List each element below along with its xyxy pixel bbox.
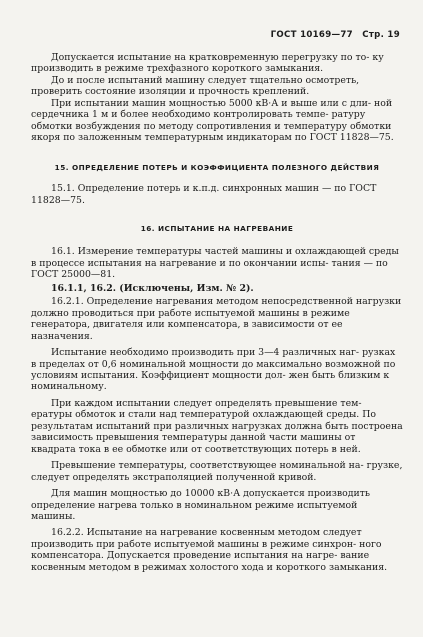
excluded-note: 16.1.1, 16.2. (Исключены, Изм. № 2). [51, 282, 254, 294]
paragraph: 16.2.1. Определение нагревания методом непосредственной нагрузки должно проводиться при работе испытуемой машины в режиме генератора, двигателя или компенсатора, в зависимости от ее назначения. [31, 296, 402, 342]
paragraph: Испытание необходимо производить при 3—4 различных наг- рузках в пределах от 0,6 номинальной мощности до максимально возможной по условиям испытания. Коэффициент мощности дол- жен быть близким к номинальному. [31, 347, 396, 393]
paragraph: 16.1. Измерение температуры частей машины и охлаждающей среды в процессе испытания на нагревание и по окончании испы- тания — по ГОСТ 25000—81. [31, 246, 399, 281]
paragraph: При испытании машин мощностью 5000 кВ·А и выше или с дли- ной сердечника 1 м и более необходимо контролировать темпе- ратуру обмотки возбуждения по методу сопротивления и температуру обмотки якоря по заложенным температурным индикаторам по ГОСТ 11828—75. [31, 97, 394, 144]
section-heading-15: 15. ОПРЕДЕЛЕНИЕ ПОТЕРЬ И КОЭФФИЦИЕНТА ПОЛЕЗНОГО ДЕЙСТВИЯ [54, 162, 380, 172]
gost-number: ГОСТ 10169—77 [270, 30, 353, 40]
document-body [31, 52, 403, 573]
paragraph: При каждом испытании следует определять превышение тем- ературы обмоток и стали над температурой охлаждающей среды. По результатам испытаний при различных нагрузках должна быть построена зависимость превышения температуры данной части машины от квадрата тока в ее обмотке или от соответствующих потерь в ней. [31, 397, 403, 455]
paragraph: Допускается испытание на кратковременную перегрузку по то- ку производить в режиме трехфазного короткого замыкания. [31, 52, 384, 75]
page-header [271, 30, 400, 40]
paragraph: Для машин мощностью до 10000 кВ·А допускается производить определение нагрева только в номинальном режиме испытуемой машины. [31, 488, 370, 522]
excluded-paragraph [31, 283, 403, 294]
section-heading-16: 16. ИСПЫТАНИЕ НА НАГРЕВАНИЕ [140, 223, 294, 233]
paragraph: 16.2.2. Испытание на нагревание косвенным методом следует производить при работе испытуемой машины в режиме синхрон- ного компенсатора. Допускается проведение испытания на нагре- вание косвенным методом в режимах холостого хода и короткого замыкания. [31, 527, 388, 573]
paragraph: Превышение температуры, соответствующее номинальной на- грузке, следует определять экстраполяцией полученной кривой. [31, 460, 403, 483]
page-number: Стр. 19 [362, 30, 400, 40]
paragraph: 15.1. Определение потерь и к.п.д. синхронных машин — по ГОСТ 11828—75. [31, 183, 377, 206]
paragraph: До и после испытаний машину следует тщательно осмотреть, проверить состояние изоляции и прочность креплений. [31, 74, 360, 98]
